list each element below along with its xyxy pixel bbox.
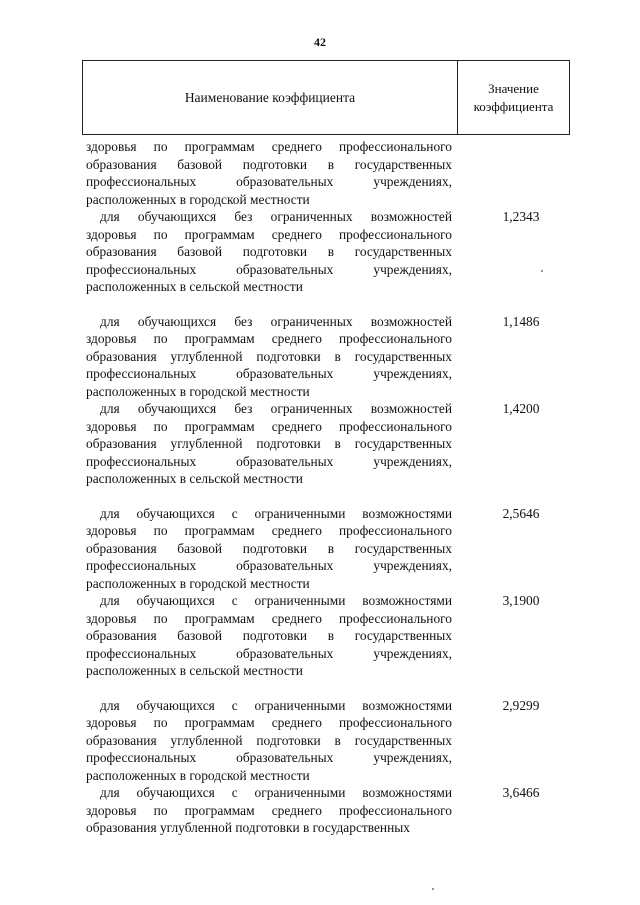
- coefficient-name-first-line: для обучающихся без ограниченных возможностей: [100, 313, 452, 329]
- coefficient-name-first-line: для обучающихся с ограниченными возможностями: [100, 505, 452, 521]
- coefficient-name-rest: здоровья по программам среднего профессионального образования углубленной подготовки в государственных: [86, 802, 452, 835]
- coefficient-name: [86, 208, 452, 296]
- table-row: [86, 138, 576, 208]
- coefficient-name-first-line: здоровья по программам среднего профессионального: [86, 139, 452, 154]
- page-number: 42: [314, 35, 326, 49]
- coefficient-value: 2,5646: [502, 505, 540, 521]
- coefficient-name: [86, 784, 452, 837]
- coefficient-name-rest: здоровья по программам среднего профессионального образования углубленной подготовки в государственных профессиональных образовательных учреждениях, расположенных в сельской местности: [86, 418, 452, 486]
- header-value-column: Значение коэффициента: [473, 80, 554, 114]
- coefficient-name: [86, 313, 452, 401]
- scan-artifact: [432, 888, 434, 890]
- table-row: [86, 208, 576, 296]
- table-body: [86, 138, 576, 837]
- header-name-column: Наименование коэффициента: [83, 61, 458, 134]
- table-header: [82, 60, 570, 135]
- coefficient-name-first-line: для обучающихся с ограниченными возможностями: [100, 593, 452, 608]
- coefficient-value: [452, 138, 576, 208]
- table-row: [86, 505, 576, 593]
- coefficient-name: [86, 592, 452, 680]
- coefficient-value: 1,1486: [502, 313, 540, 329]
- table-row: [86, 592, 576, 680]
- row-gap: [86, 680, 576, 697]
- coefficient-value: 1,4200: [502, 401, 540, 416]
- coefficient-name-rest: здоровья по программам среднего профессионального образования базовой подготовки в государственных профессиональных образовательных учреждениях, расположенных в сельской местности: [86, 610, 452, 678]
- coefficient-name: [86, 697, 452, 785]
- coefficient-name-rest: образования базовой подготовки в государственных профессиональных образовательных учреждениях, расположенных в городской местности: [86, 156, 452, 207]
- coefficient-name-rest: здоровья по программам среднего профессионального образования базовой подготовки в государственных профессиональных образовательных учреждениях, расположенных в сельской местности: [86, 226, 452, 294]
- coefficient-name: [86, 400, 452, 488]
- coefficient-name: [86, 138, 452, 208]
- table-row: [86, 784, 576, 837]
- coefficient-name: [86, 505, 452, 593]
- table-row: [86, 313, 576, 401]
- coefficient-name-rest: здоровья по программам среднего профессионального образования углубленной подготовки в государственных профессиональных образовательных учреждениях, расположенных в городской местности: [86, 715, 452, 783]
- coefficient-value: 1,2343: [502, 209, 540, 224]
- coefficient-value: 3,6466: [502, 785, 540, 800]
- table-row: [86, 697, 576, 785]
- row-gap: [86, 488, 576, 505]
- row-gap: [86, 296, 576, 313]
- coefficient-value: 3,1900: [502, 593, 540, 608]
- coefficient-value: 2,9299: [502, 697, 540, 713]
- coefficient-name-first-line: для обучающихся с ограниченными возможностями: [100, 785, 452, 800]
- coefficient-name-first-line: для обучающихся без ограниченных возможностей: [100, 401, 452, 416]
- scan-artifact: [541, 270, 543, 272]
- coefficient-name-rest: здоровья по программам среднего профессионального образования базовой подготовки в государственных профессиональных образовательных учреждениях, расположенных в городской местности: [86, 523, 452, 591]
- coefficient-name-first-line: для обучающихся без ограниченных возможностей: [100, 209, 452, 224]
- coefficient-name-first-line: для обучающихся с ограниченными возможностями: [100, 697, 452, 713]
- table-row: [86, 400, 576, 488]
- coefficient-name-rest: здоровья по программам среднего профессионального образования углубленной подготовки в государственных профессиональных образовательных учреждениях, расположенных в городской местности: [86, 331, 452, 399]
